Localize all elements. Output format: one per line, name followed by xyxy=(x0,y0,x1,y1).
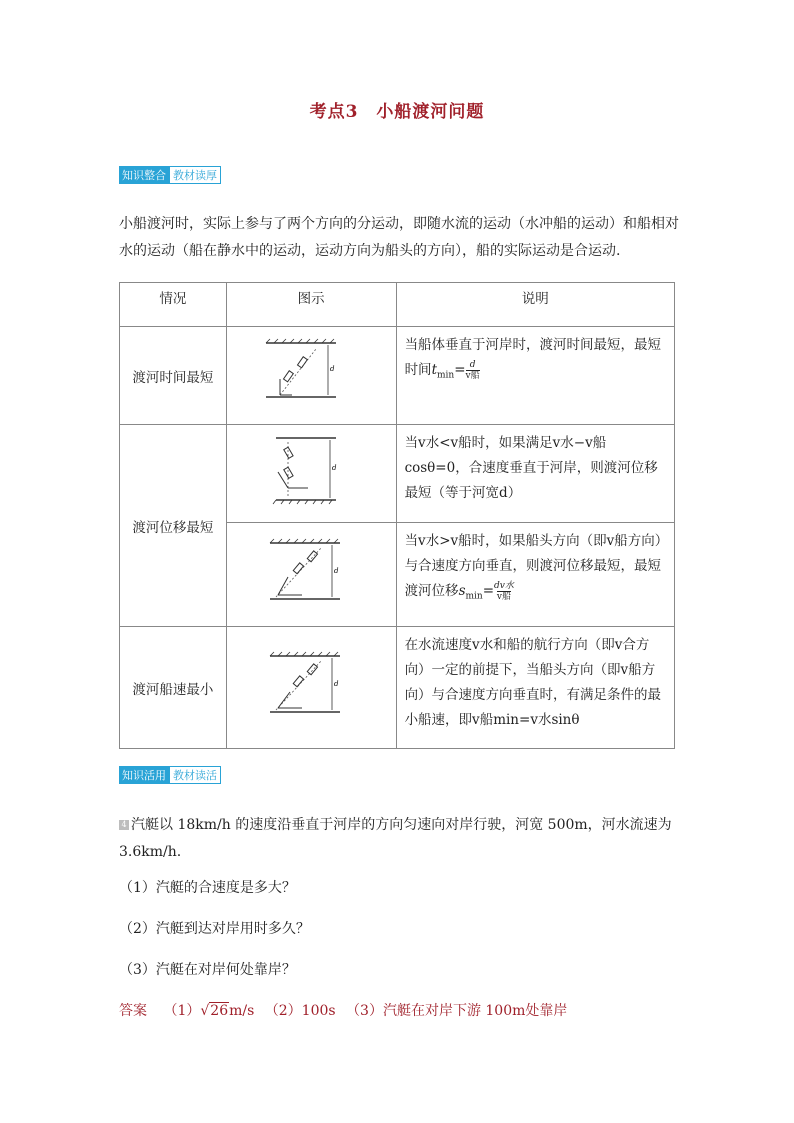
situation-cell: 渡河时间最短 xyxy=(120,327,227,425)
fraction-numerator: d xyxy=(469,360,476,370)
section-tag-practice xyxy=(119,766,221,784)
situation-cell: 渡河位移最短 xyxy=(120,425,227,627)
explanation-text: 当v水>v船时，如果船头方向（即v船方向）与合速度方向垂直，则渡河位移最短，最短渡河位移 xyxy=(404,533,662,599)
page-title: 考点3 小船渡河问题 xyxy=(309,102,485,122)
problem-stem-text: 汽艇以 18km/h 的速度沿垂直于河岸的方向匀速向对岸行驶，河宽 500m，河水流速为 3.6km/h. xyxy=(119,817,672,860)
tag-label-secondary: 教材读厚 xyxy=(169,166,221,184)
explanation-cell: 当v水<v船时，如果满足v水−v船cosθ=0，合速度垂直于河岸，则渡河位移最短（等于河宽d） xyxy=(396,425,674,523)
diagram-cell xyxy=(226,425,396,523)
table-row xyxy=(120,327,675,425)
problem-stem xyxy=(119,812,679,866)
table-header-row xyxy=(120,283,675,327)
svg-text:d: d xyxy=(332,463,337,472)
answer-part-1-unit: m/s xyxy=(229,1003,255,1019)
boat-diagram-shortest-path-b xyxy=(256,533,366,613)
question-1: （1）汽艇的合速度是多大？ xyxy=(119,880,296,896)
explanation-cell: 在水流速度v水和船的航行方向（即v合方向）一定的前提下，当船头方向（即v船方向）与合速度方向垂直时，有满足条件的最小船速，即v船min=v水sinθ xyxy=(396,627,674,749)
answer-part-3: （3）汽艇在对岸下游 100m处靠岸 xyxy=(346,1003,568,1019)
t-min-sub: min xyxy=(437,370,455,381)
problem-number-badge: 4 xyxy=(119,820,129,830)
explanation-cell xyxy=(396,523,674,627)
section-tag-knowledge xyxy=(119,166,221,184)
header-explanation: 说明 xyxy=(396,283,674,327)
diagram-cell xyxy=(226,627,396,749)
header-figure: 图示 xyxy=(226,283,396,327)
fraction-denominator: v船 xyxy=(496,592,511,602)
boat-diagram-shortest-time xyxy=(256,335,366,413)
boat-diagram-shortest-path-a xyxy=(256,432,366,512)
svg-text:d: d xyxy=(334,679,339,688)
answer-part-2: （2）100s xyxy=(264,1003,336,1019)
boat-diagram-min-speed xyxy=(256,646,366,726)
answer-line: 答案 （1）√26m/s （2）100s （3）汽艇在对岸下游 100m处靠岸 xyxy=(119,1003,568,1019)
table-row xyxy=(120,627,675,749)
question-3: （3）汽艇在对岸何处靠岸？ xyxy=(119,962,296,978)
tag-label-primary: 知识活用 xyxy=(119,766,169,784)
table-row xyxy=(120,425,675,523)
explanation-text: 当船体垂直于河岸时，渡河时间最短，最短时间 xyxy=(404,337,662,378)
tag-label-secondary: 教材读活 xyxy=(169,766,221,784)
diagram-cell xyxy=(226,523,396,627)
eq-sign: = xyxy=(454,362,466,378)
s-min-symbol: s xyxy=(458,583,466,599)
situation-table xyxy=(119,282,675,749)
fraction-denominator: v船 xyxy=(465,371,480,381)
answer-label: 答案 xyxy=(119,1003,147,1019)
question-2: （2）汽艇到达对岸用时多久？ xyxy=(119,921,310,937)
eq-sign: = xyxy=(482,583,495,599)
svg-text:d: d xyxy=(330,364,335,373)
s-min-sub: min xyxy=(465,591,483,602)
fraction-numerator: dv水 xyxy=(494,581,514,591)
answer-sqrt-radicand: 26 xyxy=(210,1003,229,1019)
intro-paragraph: 小船渡河时，实际上参与了两个方向的分运动，即随水流的运动（水冲船的运动）和船相对水的运动（船在静水中的运动，运动方向为船头的方向），船的实际运动是合运动. xyxy=(119,216,679,259)
header-situation: 情况 xyxy=(120,283,227,327)
situation-cell: 渡河船速最小 xyxy=(120,627,227,749)
diagram-cell xyxy=(226,327,396,425)
tag-label-primary: 知识整合 xyxy=(119,166,169,184)
t-min-symbol: t xyxy=(431,362,437,378)
svg-text:d: d xyxy=(334,566,339,575)
explanation-cell xyxy=(396,327,674,425)
answer-part-1-prefix: （1） xyxy=(163,1003,201,1019)
